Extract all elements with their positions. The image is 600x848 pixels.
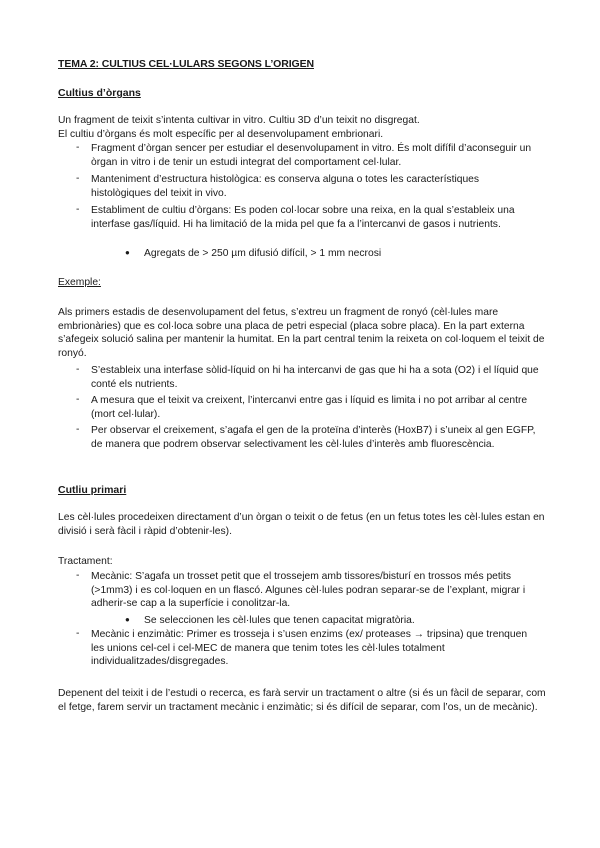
document-title: TEMA 2: CULTIUS CEL·LULARS SEGONS L’ORIGEN <box>58 58 314 70</box>
list-item-text: S’estableix una interfase sòlid-líquid on hi ha intercanvi de gas que hi ha a sota (O2) i el líquid que conté els nutrients. <box>91 365 539 390</box>
list-item-text: Manteniment d’estructura histològica: es conserva alguna o totes les característiques histològiques del teixit in vivo. <box>91 174 480 199</box>
paragraph: El cultiu d’òrgans és molt específic per al desenvolupament embrionari. <box>58 129 384 140</box>
list-item-text: Mecànic: S’agafa un trosset petit que el trossejem amb tissores/bisturí en trossos més petits (>1mm3) i es col·loquen en un flascó. Algunes cèl·lules podran separar-se de l’explant, migrar i adherir-se cap a la superfície i conolitzar-la. <box>91 571 526 610</box>
section-heading-primary-culture: Cutliu primari <box>58 484 127 496</box>
paragraph: Depenent del teixit i de l’estudi o recerca, es farà servir un tractament o altre (si és un fàcil de separar, com el fetge, farem servir un tractament mecànic i enzimàtic; si és difícil de separar, com l’os, un de mecànic). <box>58 688 546 713</box>
section-heading-example: Exemple: <box>58 277 101 288</box>
list-item-text: Fragment d’òrgan sencer per estudiar el desenvolupament in vitro. És molt difífil d’aconseguir un òrgan in vitro i de tenir un estudi integrat del comportament cel·lular. <box>91 143 532 168</box>
bullet-icon: ● <box>125 615 130 624</box>
list-item-text: A mesura que el teixit va creixent, l’intercanvi entre gas i líquid es limita i no pot arribar al centre (mort cel·lular). <box>91 395 528 420</box>
paragraph: Als primers estadis de desenvolupament del fetus, s’extreu un fragment de ronyó (cèl·lules mare embrionàries) que es col·loca sobre una placa de petri especial (placa sobre placa). En la part externa s’afegeix solució salina per mantenir la humitat. En la part central tenim la reixeta on col·loquem el teixit de ronyó. <box>58 307 545 360</box>
list-item-text: Mecànic i enzimàtic: Primer es trosseja i s’usen enzims (ex/ proteases → tripsina) que trenquen les unions cel-cel i cel-MEC de manera que tenim totes les cèl·lules totalment individualitzades/disgregades. <box>91 629 528 668</box>
bullet-icon: ● <box>125 248 130 257</box>
bullet-text: Se seleccionen les cèl·lules que tenen capacitat migratòria. <box>144 615 415 626</box>
paragraph: Tractament: <box>58 556 113 567</box>
section-heading-organ-culture: Cultius d’òrgans <box>58 87 141 99</box>
paragraph: Les cèl·lules procedeixen directament d’un òrgan o teixit o de fetus (en un fetus totes les cèl·lules estan en divisió i serà fàcil i ràpid d’obtenir-les). <box>58 512 545 537</box>
paragraph: Un fragment de teixit s’intenta cultivar in vitro. Cultiu 3D d’un teixit no disgregat. <box>58 115 420 126</box>
list-item-text: Establiment de cultiu d’òrgans: Es poden col·locar sobre una reixa, en la qual s’estableix una interfase gas/líquid. Hi ha limitació de la mida pel que fa a l’intercanvi de gasos i nutrients. <box>91 205 515 230</box>
list-item-text: Per observar el creixement, s’agafa el gen de la proteïna d’interès (HoxB7) i s’uneix al gen EGFP, de manera que podrem observar selectivament les cèl·lules d’interès amb fluorescència. <box>91 425 536 450</box>
bullet-text: Agregats de > 250 µm difusió difícil, > 1 mm necrosi <box>144 248 382 259</box>
